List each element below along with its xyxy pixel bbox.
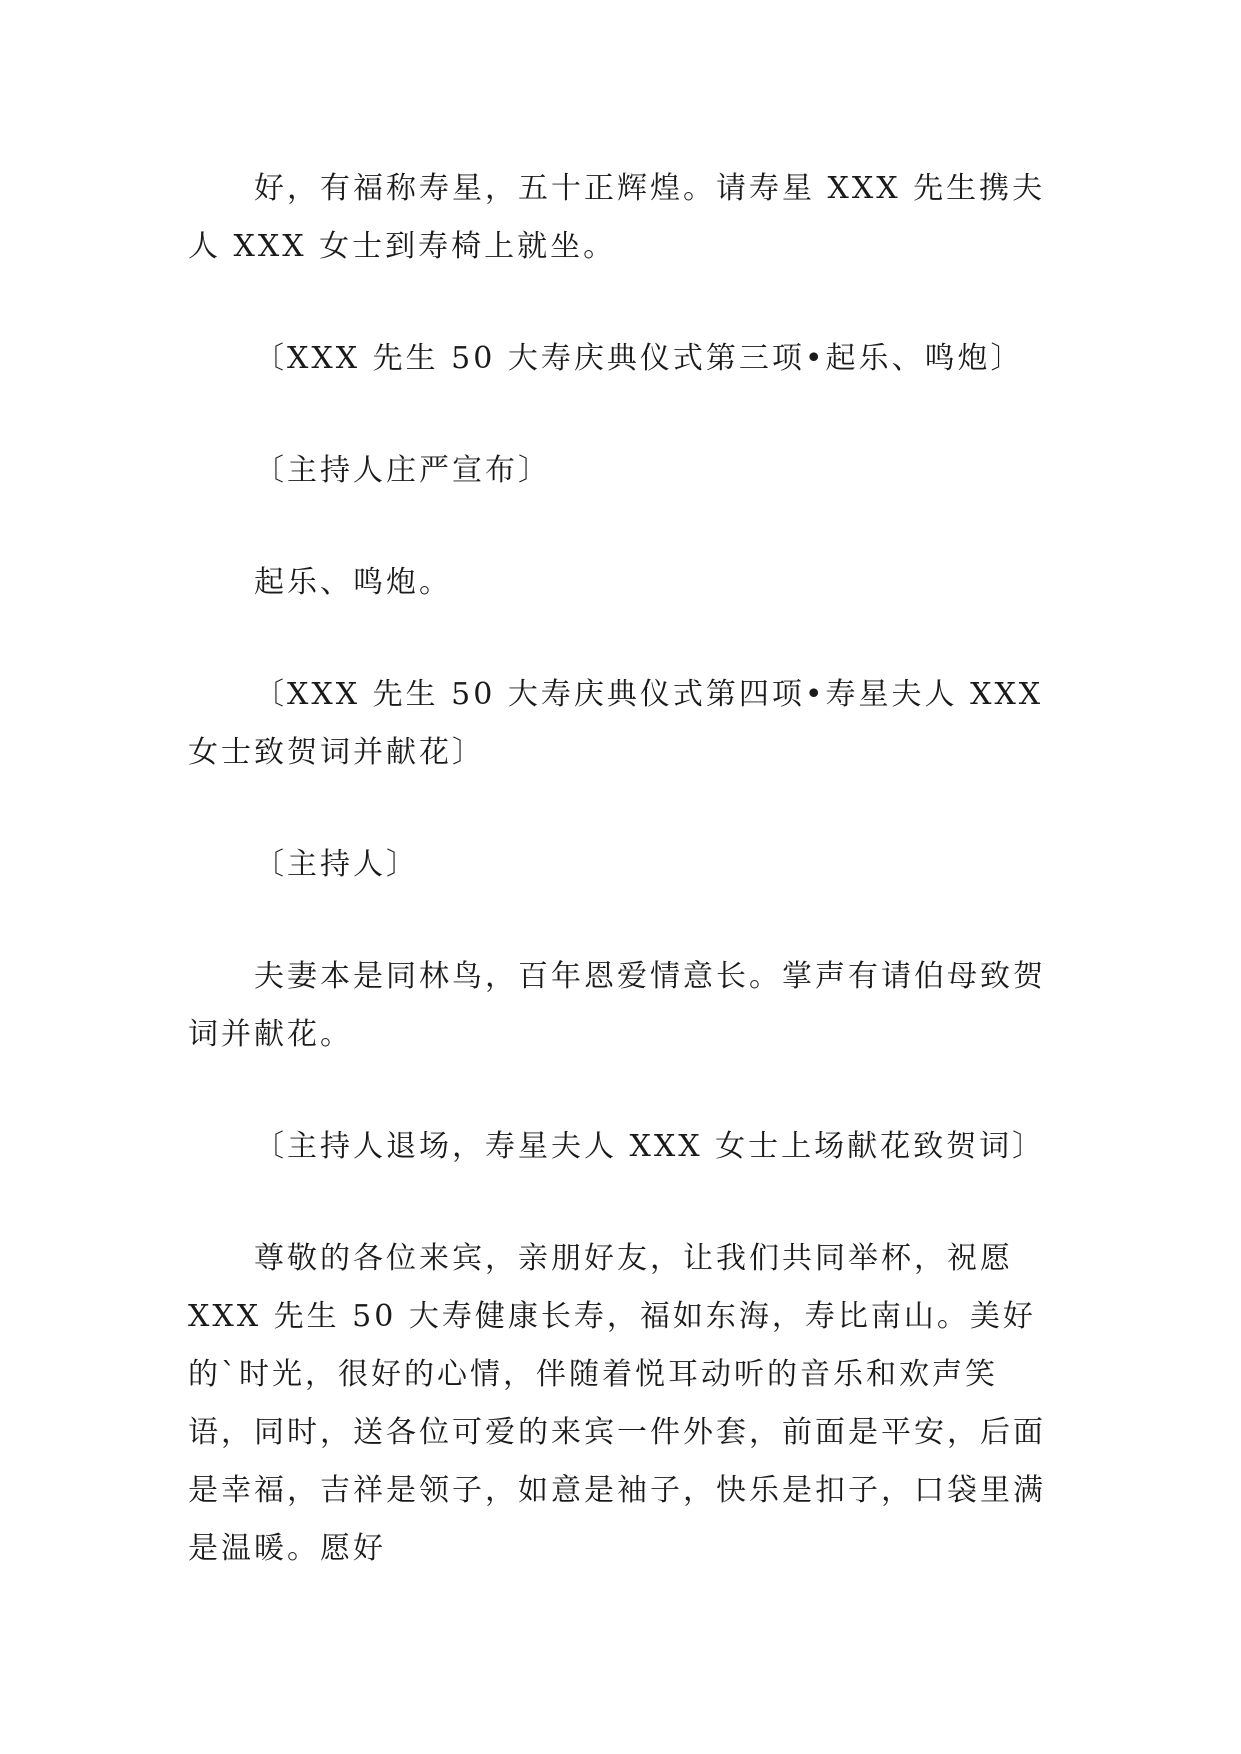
paragraph-host-label: 〔主持人〕 bbox=[254, 847, 419, 882]
paragraph-invite-couple: 好，有福称寿星，五十正辉煌。请寿星 XXX 先生携夫人 XXX 女士到寿椅上就坐。 bbox=[188, 171, 1046, 264]
document-body bbox=[188, 160, 1056, 1632]
paragraph-host-announce: 〔主持人庄严宣布〕 bbox=[254, 453, 551, 488]
paragraph-item-four-heading: 〔XXX 先生 50 大寿庆典仪式第四项•寿星夫人 XXX 女士致贺词并献花〕 bbox=[188, 677, 1044, 770]
paragraph-music-firecrackers: 起乐、鸣炮。 bbox=[254, 565, 452, 600]
paragraph-item-three-heading: 〔XXX 先生 50 大寿庆典仪式第三项•起乐、鸣炮〕 bbox=[254, 341, 1024, 376]
paragraph-couple-invitation: 夫妻本是同林鸟，百年恩爱情意长。掌声有请伯母致贺词并献花。 bbox=[188, 959, 1046, 1052]
paragraph-host-exit: 〔主持人退场，寿星夫人 XXX 女士上场献花致贺词〕 bbox=[254, 1129, 1046, 1164]
paragraph-toast-speech: 尊敬的各位来宾，亲朋好友，让我们共同举杯，祝愿 XXX 先生 50 大寿健康长寿，福如东海，寿比南山。美好的`时光，很好的心情，伴随着悦耳动听的音乐和欢声笑语，同时，送各位可爱的来宾一件外套，前面是平安，后面是幸福，吉祥是领子，如意是袖子，快乐是扣子，口袋里满是温暖。愿好 bbox=[188, 1241, 1046, 1566]
